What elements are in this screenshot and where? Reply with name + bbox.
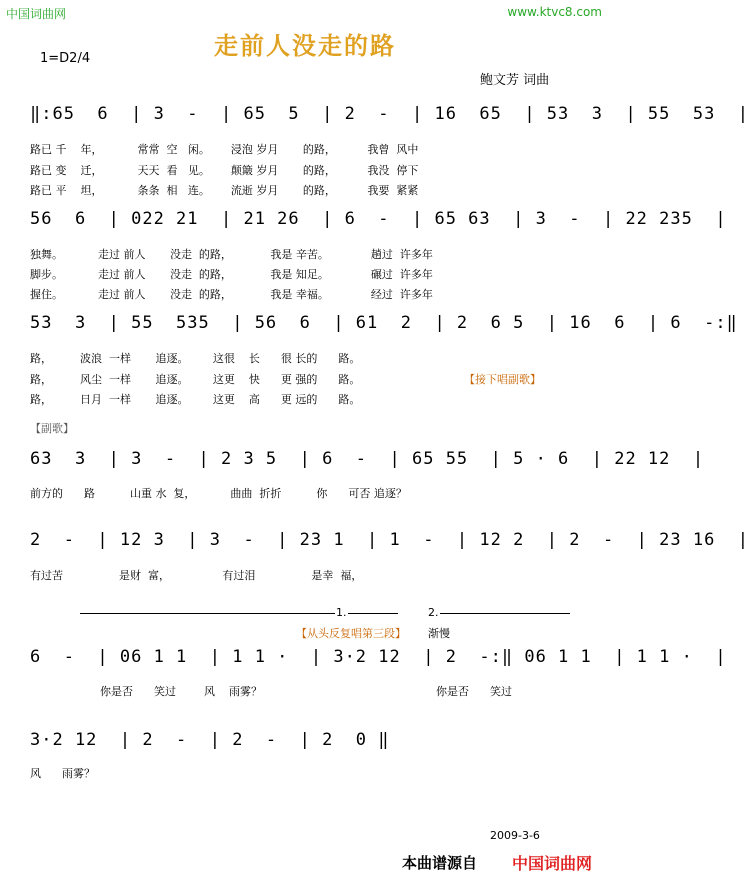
- bridge-instruction: 【接下唱副歌】: [464, 373, 541, 386]
- lyric-line-5: 有过苦 是财 富， 有过泪 是幸 福，: [30, 569, 363, 582]
- volta-2-line: [440, 613, 570, 614]
- staff-7: 3·2 12 | 2 - | 2 - | 2 0 ‖: [30, 730, 390, 750]
- staff-3: 53 3 | 55 535 | 56 6 | 61 2 | 2 6 5 | 16 6 | 6 -:‖: [30, 313, 738, 333]
- lyric-line-3-3: 路， 日月 一样 追逐。 这更 高 更 远的 路。: [30, 393, 361, 406]
- tempo-marking: 渐慢: [428, 627, 450, 640]
- staff-6: 6 - | 06 1 1 | 1 1 · | 3·2 12 | 2 -:‖ 06 1 1 | 1 1 · |: [30, 647, 727, 667]
- source-label: 本曲谱源自: [402, 854, 478, 872]
- repeat-instruction: 【从头反复唱第三段】: [296, 627, 406, 640]
- lyric-line-4: 前方的 路 山重 水 复， 曲曲 折折 你 可否 追逐？: [30, 487, 407, 500]
- lyric-line-6a: 你是否 笑过 风 雨雾？: [100, 685, 262, 698]
- composer-credit: 鲍文芳 词曲: [480, 73, 550, 88]
- lyric-line-2-3: 握住。 走过 前人 没走 的路， 我是 幸福。 经过 许多年: [30, 288, 433, 301]
- volta-2-label: 2.: [428, 606, 439, 619]
- song-title: 走前人没走的路: [214, 32, 396, 60]
- lyric-line-3-2: 路， 风尘 一样 追逐。 这更 快 更 强的 路。: [30, 373, 361, 386]
- staff-4: 63 3 | 3 - | 2 3 5 | 6 - | 65 55 | 5 · 6 | 22 12 |: [30, 449, 705, 469]
- watermark-right: www.ktvc8.com: [507, 5, 602, 19]
- staff-1: ‖:65 6 | 3 - | 65 5 | 2 - | 16 65 | 53 3 | 55 53 |: [30, 104, 749, 124]
- lyric-line-7: 风 雨雾？: [30, 767, 95, 780]
- lyric-line-1-3: 路已 平 坦， 条条 相 连。 流逝 岁月 的路， 我要 紧紧: [30, 184, 419, 197]
- lyric-line-3-1: 路， 波浪 一样 追逐。 这很 长 很 长的 路。: [30, 352, 361, 365]
- chorus-label: 【副歌】: [30, 422, 74, 435]
- date: 2009-3-6: [490, 829, 540, 842]
- staff-5: 2 - | 12 3 | 3 - | 23 1 | 1 - | 12 2 | 2 - | 23 16 |: [30, 530, 749, 550]
- volta-1-tail: [348, 613, 398, 614]
- staff-2: 56 6 | 022 21 | 21 26 | 6 - | 65 63 | 3 - | 22 235 |: [30, 209, 727, 229]
- lyric-line-2-1: 独舞。 走过 前人 没走 的路， 我是 辛苦。 趟过 许多年: [30, 248, 433, 261]
- volta-1-line: [80, 613, 335, 614]
- volta-1-label: 1.: [336, 606, 347, 619]
- lyric-line-1-1: 路已 千 年， 常常 空 闲。 浸泡 岁月 的路， 我曾 风中: [30, 143, 419, 156]
- lyric-line-1-2: 路已 变 迁， 天天 看 见。 颠簸 岁月 的路， 我没 停下: [30, 164, 419, 177]
- key-signature: 1=D2/4: [40, 51, 91, 66]
- lyric-line-6b: 你是否 笑过: [436, 685, 512, 698]
- lyric-line-2-2: 脚步。 走过 前人 没走 的路， 我是 知足。 碾过 许多年: [30, 268, 433, 281]
- source-site: 中国词曲网: [512, 854, 593, 873]
- watermark-left: 中国词曲网: [6, 7, 67, 21]
